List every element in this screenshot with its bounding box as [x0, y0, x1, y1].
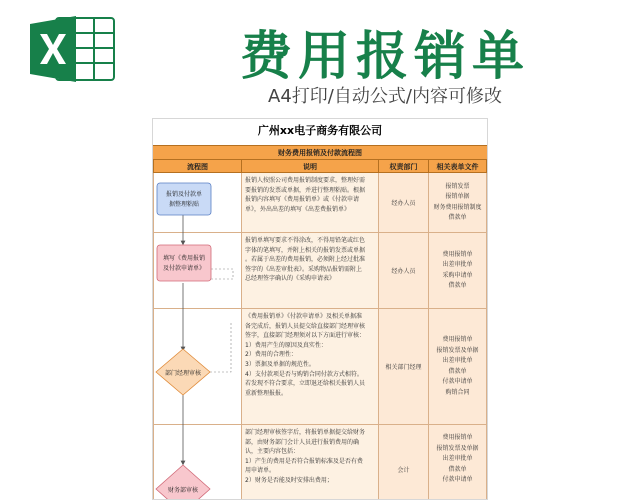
column-header-description: 说明	[241, 159, 378, 173]
description-line: 签字，直接部门经理须对以下方面进行审核：	[245, 332, 366, 340]
description-line: 《费用报销单》《付款申请单》及相关单据准	[245, 313, 363, 320]
description-line: 1）产生的费用是否符合报销标准及是否有费	[245, 457, 363, 465]
description-line: 总经理签字确认的《采购申请表》	[245, 275, 336, 283]
table-title: 财务费用报销及付款流程图	[153, 145, 487, 160]
document-item: 借款单	[448, 367, 467, 375]
feedback-line	[211, 269, 233, 279]
description-line: 报销单填写要求不得涂改，不得用铅笔或红色	[245, 237, 366, 244]
flow-node-finance-review	[156, 465, 210, 500]
description-cell	[241, 425, 378, 500]
column-header-documents: 相关表单文件	[428, 159, 487, 173]
flow-node-label: 及付款申请单》	[162, 265, 206, 272]
department-cell: 相关部门经理	[378, 309, 428, 425]
description-line: 用申请单。	[245, 467, 276, 475]
flow-node-fill-form	[157, 245, 211, 281]
document-item: 出差审批单	[442, 455, 473, 462]
document-item: 付款申请单	[442, 378, 473, 385]
excel-icon	[30, 16, 116, 82]
description-line: 字体的笔填写，并附上相关的报销发票或单据	[245, 246, 366, 254]
description-line: 2）财务是否能及时安排出费用；	[245, 476, 333, 484]
documents-cell	[428, 173, 487, 233]
description-line: 。若属于出差的费用报销，必须附上经过批准	[245, 256, 366, 264]
description-line: 若发现不符合要求，立即退还给相关报销人员	[245, 380, 366, 388]
flowchart	[153, 173, 241, 500]
document-item: 付款申请单	[442, 476, 473, 483]
department-cell: 经办人员	[378, 233, 428, 309]
description-line: 部，由财务部门会计人员进行报销费用的确	[245, 438, 360, 446]
document-item: 费用报销单	[442, 336, 473, 343]
description-line: 报销内容填写《费用报销单》或《付款申请	[245, 196, 360, 204]
flow-node-label: 报销及付款单	[165, 191, 203, 198]
flow-node-label: 填写《费用报销	[162, 255, 206, 262]
description-line: 4）支付款项是否与购销合同付款方式相符。	[245, 370, 363, 378]
document-item: 购销合同	[445, 388, 470, 396]
flow-node-label: 财务部审核	[167, 487, 199, 494]
description-line: 备完成后，报销人员提交给直接部门经理审核	[245, 322, 366, 330]
page-subtitle: A4打印/自动公式/内容可修改	[268, 86, 502, 107]
feedback-line	[210, 321, 231, 372]
document-item: 采购申请单	[442, 271, 473, 279]
document-item: 借款单	[448, 282, 467, 289]
flow-node-label: 部门经理审核	[164, 370, 202, 377]
description-cell	[241, 233, 378, 309]
description-line: 1）费用产生的原因及真实性：	[245, 341, 327, 349]
document-item: 报销单据	[445, 193, 470, 200]
flow-node-submit	[157, 183, 211, 215]
description-line: 签字的《出差审批表》。采购物品报销需附上	[245, 265, 363, 273]
column-header-flow: 流程图	[153, 159, 241, 173]
documents-cell	[428, 425, 487, 500]
document-item: 借款单	[448, 465, 467, 473]
description-line: 2）费用的合理性：	[245, 351, 297, 359]
page-title: 费用报销单	[239, 27, 530, 87]
documents-cell	[428, 233, 487, 309]
department-cell: 会计	[378, 425, 428, 500]
description-cell	[241, 173, 378, 233]
description-line: 3）票据及单据的规范性。	[245, 360, 315, 368]
description-line: 认，主要内容包括：	[245, 448, 300, 456]
description-line: 部门经理审核签字后，将报销单据提交给财务	[245, 429, 366, 436]
document-item: 财务费用报销制度	[433, 203, 482, 211]
flow-node-label: 据整理粘贴	[168, 201, 200, 208]
document-item: 报销发票	[445, 182, 470, 190]
document-item: 借款单	[448, 214, 467, 221]
header-banner	[0, 0, 640, 112]
description-line: 报销人按照公司费用报销制度要求，整理好需	[245, 177, 366, 184]
description-line: 要报销的发票或单据，并进行整理粘贴。根据	[245, 186, 366, 194]
document-item: 费用报销单	[442, 434, 473, 441]
company-name: 广州xx电子商务有限公司	[257, 124, 383, 137]
document-item: 报销发票及单据	[436, 346, 479, 354]
documents-cell	[428, 309, 487, 425]
description-line: 单》，外出出差的填写《出差费报销单》	[245, 205, 351, 213]
description-line: 重新整理报报。	[245, 389, 288, 397]
document-item: 出差审批单	[442, 261, 473, 268]
department-cell: 经办人员	[378, 173, 428, 233]
document-item: 报销发票及单据	[436, 444, 479, 452]
description-cell	[241, 309, 378, 425]
document-item: 费用报销单	[442, 250, 473, 258]
document-preview	[152, 118, 488, 500]
column-header-department: 权责部门	[378, 159, 428, 173]
document-item: 出差审批单	[442, 357, 473, 364]
